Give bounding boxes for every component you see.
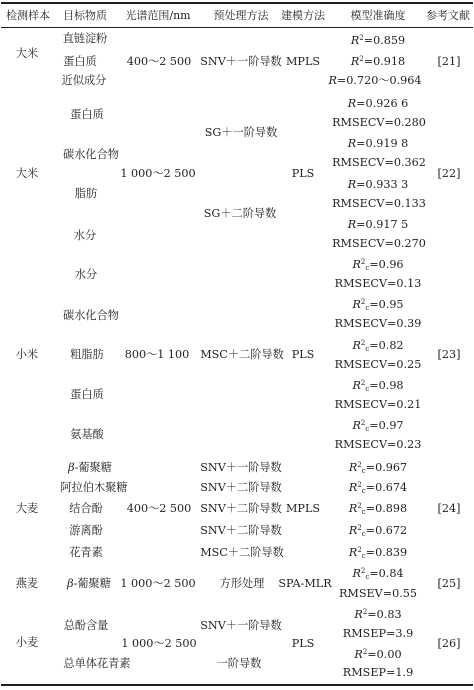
accuracy-value: =0.672 <box>365 524 408 537</box>
preprocess-cell: SG＋二阶导数 <box>203 207 277 220</box>
accuracy-cell <box>349 481 407 495</box>
accuracy-value: =0.967 <box>365 461 408 474</box>
accuracy-sub: c <box>361 467 366 475</box>
target-cell <box>68 461 112 475</box>
accuracy-value: =0.898 <box>365 502 408 515</box>
accuracy-value: =0.96 <box>369 258 404 271</box>
header-rule <box>1 27 473 28</box>
target-cell: 碳水化合物 <box>63 309 119 322</box>
header-preprocess: 预处理方法 <box>213 9 269 22</box>
reference-cell: [24] <box>437 502 461 515</box>
sample-cell: 燕麦 <box>15 577 39 590</box>
accuracy-cell <box>354 648 401 662</box>
accuracy-extra: RMSECV=0.21 <box>334 398 422 411</box>
accuracy-sup: 2 <box>357 481 362 489</box>
range-cell: 1 000～2 500 <box>120 167 196 180</box>
accuracy-sup: 2 <box>359 55 364 63</box>
accuracy-sub: c <box>361 508 366 516</box>
accuracy-extra: RMSEP=1.9 <box>342 666 414 679</box>
accuracy-metric: R <box>347 218 357 231</box>
accuracy-extra: RMSEV=0.55 <box>338 587 418 600</box>
preprocess-cell: SNV＋二阶导数 <box>200 524 282 537</box>
target-cell: 水分 <box>74 268 98 281</box>
accuracy-cell <box>348 178 409 192</box>
accuracy-sup: 2 <box>360 419 366 427</box>
accuracy-value: =0.98 <box>369 379 404 392</box>
accuracy-extra: RMSECV=0.39 <box>334 317 422 330</box>
accuracy-sup: 2 <box>359 34 364 42</box>
accuracy-sup: 2 <box>360 567 366 575</box>
header-accuracy: 模型准确度 <box>350 9 406 22</box>
accuracy-sup: 2 <box>362 648 368 656</box>
accuracy-sup: 2 <box>357 461 362 469</box>
target-cell: 游离酚 <box>69 524 103 537</box>
target-text: -葡聚糖 <box>74 461 112 474</box>
accuracy-value: =0.82 <box>369 339 404 352</box>
reference-cell: [21] <box>437 55 461 68</box>
accuracy-cell <box>352 419 403 433</box>
accuracy-extra: RMSECV=0.362 <box>332 156 426 169</box>
accuracy-extra: RMSECV=0.25 <box>334 358 422 371</box>
sample-cell: 小麦 <box>15 636 39 649</box>
accuracy-metric: R <box>352 339 361 352</box>
preprocess-cell: SG＋一阶导数 <box>204 126 278 139</box>
accuracy-cell <box>348 97 409 111</box>
accuracy-cell <box>349 461 407 475</box>
accuracy-value: =0.933 3 <box>356 178 409 191</box>
target-cell: 近似成分 <box>61 74 107 87</box>
modeling-cell: PLS <box>291 637 315 650</box>
range-cell: 1 000～2 500 <box>121 637 197 650</box>
accuracy-cell <box>349 502 407 516</box>
reference-cell: [23] <box>437 348 461 361</box>
accuracy-cell <box>349 546 407 560</box>
preprocess-cell: SNV＋二阶导数 <box>200 481 282 494</box>
accuracy-cell <box>352 379 403 393</box>
target-cell: 直链淀粉 <box>62 32 108 45</box>
accuracy-metric: R <box>354 648 363 661</box>
target-cell: 结合酚 <box>69 502 103 515</box>
target-cell: 碳水化合物 <box>63 148 119 161</box>
target-cell: 氨基酸 <box>70 428 104 441</box>
accuracy-sup: 2 <box>360 379 366 387</box>
accuracy-sub: c <box>365 425 370 433</box>
accuracy-value: =0.83 <box>367 608 402 621</box>
sample-cell: 大麦 <box>15 502 39 515</box>
accuracy-cell <box>354 608 401 622</box>
accuracy-cell <box>348 137 409 151</box>
accuracy-sup: 2 <box>362 608 368 616</box>
accuracy-metric: R <box>347 178 357 191</box>
preprocess-cell: SNV＋二阶导数 <box>200 502 282 515</box>
accuracy-metric: R <box>352 258 361 271</box>
target-cell: 花青素 <box>69 546 103 559</box>
accuracy-cell <box>351 55 405 69</box>
accuracy-cell <box>352 567 403 581</box>
accuracy-metric: R <box>354 608 363 621</box>
preprocess-cell: MSC＋二阶导数 <box>200 348 284 361</box>
accuracy-metric: R <box>347 137 357 150</box>
accuracy-sub: c <box>365 264 370 272</box>
preprocess-cell: SNV＋一阶导数 <box>200 461 282 474</box>
accuracy-extra: RMSECV=0.270 <box>332 237 426 250</box>
accuracy-metric: R <box>348 461 358 474</box>
accuracy-sup: 2 <box>357 502 362 510</box>
target-cell: 蛋白质 <box>70 108 104 121</box>
header-reference: 参考文献 <box>426 9 470 22</box>
accuracy-value: =0.919 8 <box>356 137 409 150</box>
reference-cell: [25] <box>437 577 461 590</box>
accuracy-cell <box>351 34 405 48</box>
target-cell <box>67 577 111 591</box>
accuracy-value: =0.917 5 <box>356 218 409 231</box>
accuracy-extra: RMSECV=0.23 <box>334 438 422 451</box>
target-cell: 粗脂肪 <box>70 348 104 361</box>
header-spectral-range: 光谱范围/nm <box>125 9 191 22</box>
accuracy-extra: RMSECV=0.13 <box>334 277 422 290</box>
accuracy-value: =0.839 <box>365 546 408 559</box>
accuracy-extra: RMSEP=3.9 <box>342 627 414 640</box>
accuracy-metric: R <box>350 34 360 47</box>
accuracy-metric: R <box>347 97 357 110</box>
target-cell: 水分 <box>73 229 97 242</box>
header-modeling: 建模方法 <box>281 9 325 22</box>
accuracy-value: =0.95 <box>369 298 404 311</box>
target-italic-prefix: β <box>67 577 74 590</box>
bottom-rule <box>1 684 473 686</box>
accuracy-sub: c <box>361 487 366 495</box>
preprocess-cell: 方形处理 <box>219 577 265 590</box>
accuracy-metric: R <box>348 546 358 559</box>
accuracy-metric: R <box>350 55 360 68</box>
preprocess-cell: 一阶导数 <box>216 657 262 670</box>
range-cell: 1 000～2 500 <box>120 577 196 590</box>
accuracy-value: =0.00 <box>367 648 402 661</box>
accuracy-sub: c <box>361 530 366 538</box>
target-cell: 蛋白质 <box>70 388 104 401</box>
accuracy-metric: R <box>348 481 358 494</box>
target-cell: 脂肪 <box>74 187 98 200</box>
sample-cell: 小米 <box>15 348 39 361</box>
top-rule <box>1 2 473 4</box>
target-cell: 总酚含量 <box>63 619 109 632</box>
accuracy-cell <box>328 74 421 88</box>
accuracy-metric: R <box>348 524 358 537</box>
accuracy-value: =0.97 <box>369 419 404 432</box>
accuracy-metric: R <box>352 379 361 392</box>
reference-cell: [22] <box>437 167 461 180</box>
accuracy-sup: 2 <box>360 339 366 347</box>
modeling-cell: SPA-MLR <box>278 577 332 590</box>
target-text: -葡聚糖 <box>73 577 111 590</box>
accuracy-cell <box>348 218 409 232</box>
target-cell: 总单体花青素 <box>63 657 131 670</box>
target-cell: 蛋白质 <box>63 55 97 68</box>
accuracy-value: =0.674 <box>365 481 408 494</box>
range-cell: 800～1 100 <box>124 348 190 361</box>
accuracy-cell <box>352 298 403 312</box>
reference-cell: [26] <box>437 637 461 650</box>
accuracy-sub: c <box>361 552 366 560</box>
accuracy-value: =0.720～0.964 <box>336 74 422 87</box>
modeling-cell: MPLS <box>285 55 321 68</box>
target-cell: 阿拉伯木聚糖 <box>60 481 128 494</box>
accuracy-sub: c <box>365 385 370 393</box>
range-cell: 400～2 500 <box>126 502 192 515</box>
modeling-cell: MPLS <box>285 502 321 515</box>
accuracy-extra: RMSECV=0.280 <box>332 116 426 129</box>
header-target: 目标物质 <box>63 9 107 22</box>
header-sample: 检测样本 <box>6 9 50 22</box>
accuracy-extra: RMSECV=0.133 <box>332 197 426 210</box>
accuracy-sup: 2 <box>360 258 366 266</box>
sample-cell: 大米 <box>15 47 39 60</box>
accuracy-value: =0.918 <box>363 55 406 68</box>
accuracy-metric: R <box>352 298 361 311</box>
accuracy-value: =0.859 <box>363 34 406 47</box>
accuracy-cell <box>352 258 403 272</box>
accuracy-cell <box>352 339 403 353</box>
modeling-cell: PLS <box>291 167 315 180</box>
accuracy-metric: R <box>348 502 358 515</box>
accuracy-cell <box>349 524 407 538</box>
accuracy-metric: R <box>328 74 337 87</box>
accuracy-sub: c <box>365 573 370 581</box>
sample-cell: 大米 <box>15 167 39 180</box>
accuracy-sub: c <box>365 304 370 312</box>
range-cell: 400～2 500 <box>126 55 192 68</box>
accuracy-metric: R <box>352 419 361 432</box>
accuracy-sup: 2 <box>357 546 362 554</box>
accuracy-value: =0.926 6 <box>356 97 409 110</box>
accuracy-sup: 2 <box>357 524 362 532</box>
target-italic-prefix: β <box>68 461 75 474</box>
preprocess-cell: SNV＋一阶导数 <box>200 619 282 632</box>
accuracy-sub: c <box>365 345 370 353</box>
modeling-cell: PLS <box>291 348 315 361</box>
accuracy-value: =0.84 <box>369 567 404 580</box>
accuracy-metric: R <box>352 567 361 580</box>
preprocess-cell: MSC＋二阶导数 <box>200 546 284 559</box>
preprocess-cell: SNV＋一阶导数 <box>200 55 282 68</box>
accuracy-sup: 2 <box>360 298 366 306</box>
